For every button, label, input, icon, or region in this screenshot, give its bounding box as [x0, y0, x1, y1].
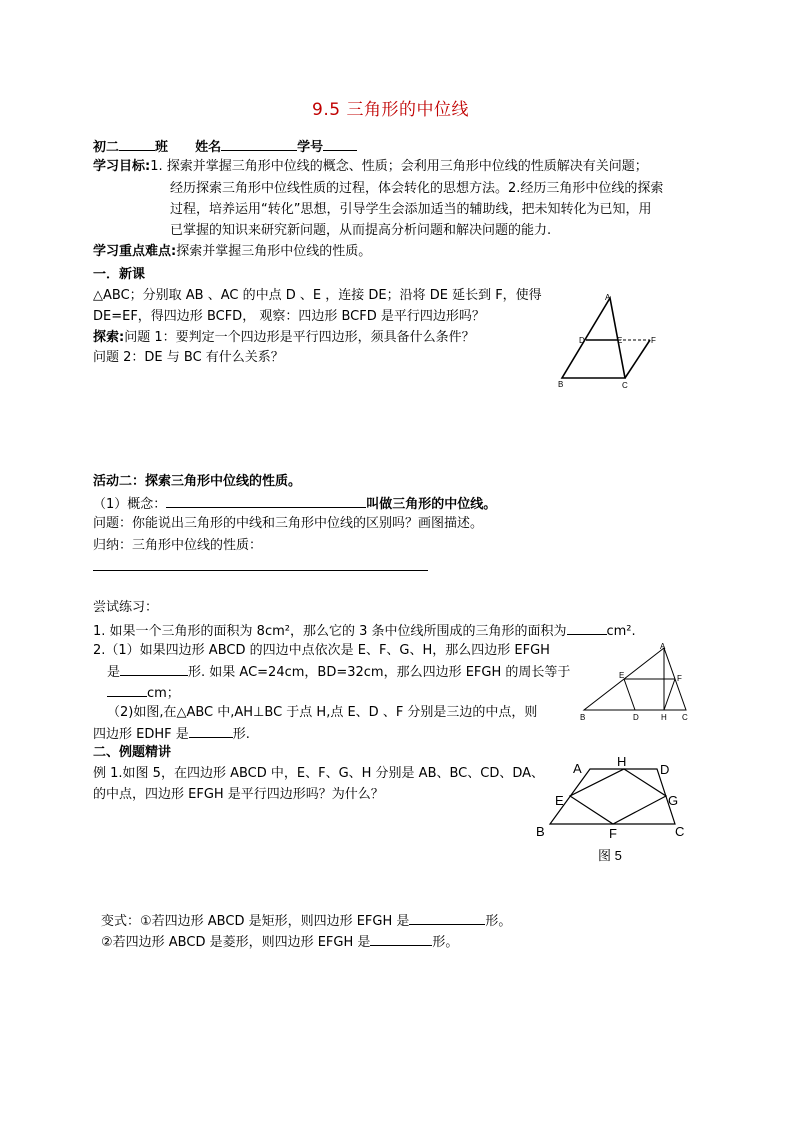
activity2-heading: 活动二：探索三角形中位线的性质。 [93, 474, 302, 489]
label-d: D [579, 336, 585, 345]
label-e-2: E [619, 671, 625, 680]
label-c: C [622, 381, 628, 390]
practice-1-blank[interactable] [567, 620, 607, 635]
objectives-label: 学习目标: [93, 159, 151, 174]
key-points-text: 探索并掌握三角形中位线的性质。 [176, 244, 372, 259]
variant-1-blank[interactable] [409, 910, 485, 925]
practice-1 [93, 620, 636, 642]
practice-2-line-2 [107, 661, 570, 683]
key-points-line [93, 242, 371, 262]
practice-3-line-2 [93, 723, 250, 745]
label-e-5: E [555, 793, 564, 808]
activity2-question: 问题：你能说出三角形的中线和三角形中位线的区别吗？画图描述。 [93, 516, 484, 531]
figure-5-caption: 图 5 [598, 848, 622, 863]
practice-3-end: 形. [232, 727, 250, 742]
section1-heading: 一．新课 [93, 267, 146, 282]
objectives-text-1: 1. 探索并掌握三角形中位线的概念、性质；会利用三角形中位线的性质解决有关问题； [150, 159, 648, 174]
variant-2-text: ②若四边形 ABCD 是菱形，则四边形 EFGH 是 [101, 935, 371, 950]
label-h-2: H [661, 713, 667, 722]
label-b-5: B [536, 824, 545, 839]
practice-heading: 尝试练习： [93, 600, 159, 615]
label-b-2: B [580, 713, 586, 722]
label-e: E [617, 336, 623, 345]
practice-1-unit: cm². [606, 624, 636, 639]
activity2-summary: 归纳：三角形中位线的性质： [93, 538, 263, 553]
section1-line-1: △ABC；分别取 AB 、AC 的中点 D 、E ，连接 DE；沿将 DE 延长到 F，使得 [93, 288, 542, 303]
label-d-2: D [633, 713, 639, 722]
variant-1 [101, 910, 511, 932]
practice-3-blank[interactable] [189, 723, 233, 738]
label-f-2: F [677, 674, 682, 683]
quadrilateral-abcd [550, 769, 675, 824]
student-info-line [93, 136, 357, 158]
segment-cf [625, 340, 650, 378]
explore-label: 探索: [93, 330, 125, 345]
label-c-2: C [682, 713, 688, 722]
practice-2-is: 是 [107, 665, 121, 680]
variant-2-end: 形。 [432, 935, 459, 950]
name-blank[interactable] [221, 136, 297, 151]
label-c-5: C [675, 824, 685, 839]
concept-line [93, 493, 496, 515]
question-2: 问题 2：DE 与 BC 有什么关系？ [93, 350, 284, 365]
triangle-abc [562, 298, 625, 378]
page-title: 9.5 三角形的中位线 [312, 100, 469, 120]
label-f: F [651, 336, 656, 345]
label-a-2: A [660, 642, 666, 651]
practice-3-text: 四边形 EDHF 是 [93, 727, 189, 742]
class-blank[interactable] [119, 136, 155, 151]
question-1: 问题 1：要判定一个四边形是平行四边形，须具备什么条件？ [124, 330, 475, 345]
explore-line [93, 328, 475, 348]
practice-2-line-1: 2.（1）如果四边形 ABCD 的四边中点依次是 E、F、G、H，那么四边形 EFGH [93, 643, 550, 658]
concept-prefix: （1）概念： [93, 497, 167, 512]
objectives-line-3: 过程，培养运用“转化”思想，引导学生会添加适当的辅助线，把未知转化为已知，用 [170, 202, 652, 217]
variant-2 [101, 931, 458, 953]
figure-5-quadrilateral [532, 755, 697, 867]
practice-3-line-1: （2)如图,在△ABC 中,AH⊥BC 于点 H,点 E、D 、F 分别是三边的中点，则 [107, 705, 538, 720]
id-blank[interactable] [323, 136, 357, 151]
practice-2-text: 形. 如果 AC=24cm，BD=32cm，那么四边形 EFGH 的周长等于 [188, 665, 571, 680]
key-points-label: 学习重点难点: [93, 244, 177, 259]
objectives-line-1 [93, 157, 648, 177]
practice-2-shape-blank[interactable] [120, 661, 188, 676]
label-h-5: H [617, 755, 627, 769]
grade-label: 初二 [93, 140, 120, 155]
summary-answer-line[interactable] [93, 570, 428, 571]
figure-altitude-triangle [576, 640, 696, 725]
example-1-line-1: 例 1.如图 5，在四边形 ABCD 中，E、F、G、H 分别是 AB、BC、CD、DA、 [93, 766, 545, 781]
section1-line-2: DE=EF，得四边形 BCFD， 观察：四边形 BCFD 是平行四边形吗？ [93, 309, 485, 324]
segment-fh [664, 679, 675, 710]
id-label: 学号 [297, 140, 324, 155]
label-d-5: D [660, 762, 670, 777]
class-label: 班 [155, 140, 169, 155]
segment-ed [624, 679, 635, 710]
label-f-5: F [609, 826, 617, 841]
label-g-5: G [668, 793, 679, 808]
practice-2-perimeter-blank[interactable] [107, 682, 147, 697]
section2-heading: 二、例题精讲 [93, 745, 172, 760]
objectives-line-2: 经历探索三角形中位线性质的过程，体会转化的思想方法。2.经历三角形中位线的探索 [170, 181, 664, 196]
practice-2-unit: cm； [147, 686, 180, 701]
variant-2-blank[interactable] [370, 931, 432, 946]
example-1-line-2: 的中点，四边形 EFGH 是平行四边形吗？为什么？ [93, 787, 384, 802]
label-a-5: A [573, 761, 582, 776]
objectives-line-4: 已掌握的知识来研究新问题，从而提高分析问题和解决问题的能力. [170, 223, 552, 238]
variant-1-text: 变式：①若四边形 ABCD 是矩形，则四边形 EFGH 是 [101, 914, 410, 929]
name-label: 姓名 [195, 140, 222, 155]
concept-blank[interactable] [166, 493, 366, 508]
variant-1-end: 形。 [485, 914, 512, 929]
practice-1-text: 1. 如果一个三角形的面积为 8cm²，那么它的 3 条中位线所围成的三角形的面积为 [93, 624, 567, 639]
concept-suffix: 叫做三角形的中位线。 [366, 497, 497, 512]
practice-2-line-3 [107, 682, 180, 704]
figure-midline-parallelogram [550, 290, 665, 395]
label-a: A [605, 293, 611, 302]
label-b: B [558, 380, 564, 389]
